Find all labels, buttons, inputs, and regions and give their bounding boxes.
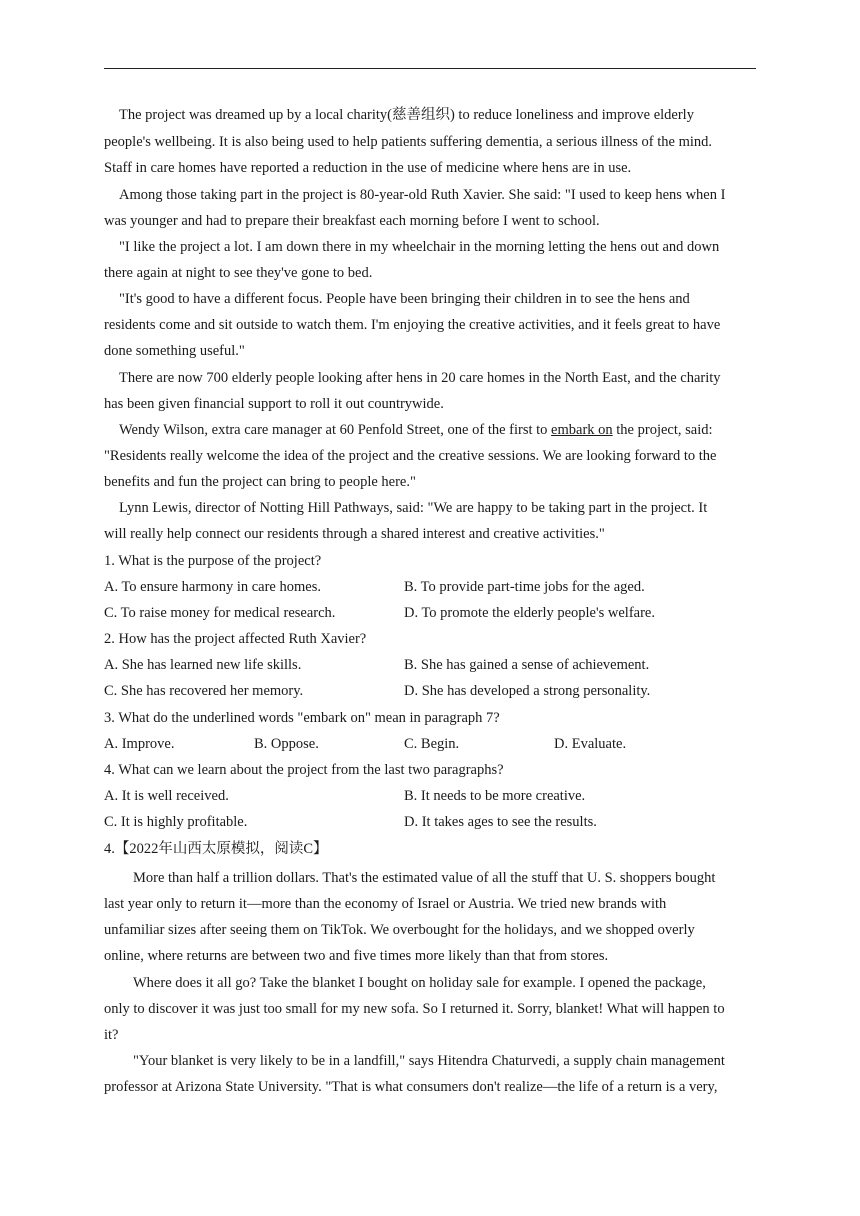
passage-line: it? [104,1027,119,1043]
passage-line: "Your blanket is very likely to be in a landfill," says Hitendra Chaturvedi, a supply chain management [133,1053,725,1069]
option-d: D. To promote the elderly people's welfare. [404,605,655,621]
passage-line: More than half a trillion dollars. That's the estimated value of all the stuff that U. S. shoppers bought [133,870,716,886]
option-c: C. Begin. [404,736,460,752]
question-stem: 1. What is the purpose of the project? [104,553,322,569]
question-stem: 4. What can we learn about the project from the last two paragraphs? [104,762,504,778]
passage-line: last year only to return it—more than the economy of Israel or Austria. We tried new brands with [104,896,667,912]
section-heading: 4.【2022年山西太原模拟，阅读C】 [104,841,328,857]
passage-line: "I like the project a lot. I am down there in my wheelchair in the morning letting the hens out and down [119,239,720,255]
option-b: B. To provide part-time jobs for the aged. [404,579,645,595]
option-b: B. Oppose. [254,736,319,752]
passage-line: only to discover it was just too small for my new sofa. So I returned it. Sorry, blanket! What will happen to [104,1001,725,1017]
passage-text: the project, said: [612,422,713,438]
option-d: D. It takes ages to see the results. [404,814,597,830]
passage-line: residents come and sit outside to watch them. I'm enjoying the creative activities, and it feels great to have [104,317,721,333]
underlined-phrase: embark on [551,422,613,438]
passage-line [119,421,759,439]
passage-line: online, where returns are between two and five times more likely than that from stores. [104,948,609,964]
passage-line: "Residents really welcome the idea of the project and the creative sessions. We are looking forward to the [104,448,717,464]
passage-line: Lynn Lewis, director of Notting Hill Pathways, said: "We are happy to be taking part in the project. It [119,500,708,516]
option-b: B. It needs to be more creative. [404,788,586,804]
option-a: A. To ensure harmony in care homes. [104,579,321,595]
passage-line: has been given financial support to roll it out countrywide. [104,396,444,412]
question-stem: 2. How has the project affected Ruth Xavier? [104,631,367,647]
passage-line: professor at Arizona State University. "That is what consumers don't realize—the life of a return is a very, [104,1079,718,1095]
passage-line: was younger and had to prepare their breakfast each morning before I went to school. [104,213,600,229]
passage-line: unfamiliar sizes after seeing them on TikTok. We overbought for the holidays, and we shopped overly [104,922,695,938]
option-a: A. It is well received. [104,788,229,804]
passage-line: people's wellbeing. It is also being used to help patients suffering dementia, a serious illness of the mind. [104,134,713,150]
passage-line: Staff in care homes have reported a reduction in the use of medicine where hens are in use. [104,160,632,176]
option-b: B. She has gained a sense of achievement. [404,657,650,673]
question-stem: 3. What do the underlined words "embark on" mean in paragraph 7? [104,710,500,726]
option-a: A. She has learned new life skills. [104,657,302,673]
option-a: A. Improve. [104,736,175,752]
passage-line: "It's good to have a different focus. People have been bringing their children in to see the hens and [119,291,690,307]
passage-line: Where does it all go? Take the blanket I bought on holiday sale for example. I opened the package, [133,975,706,991]
option-c: C. To raise money for medical research. [104,605,336,621]
passage-line: done something useful." [104,343,245,359]
passage-line: there again at night to see they've gone to bed. [104,265,373,281]
passage-line: There are now 700 elderly people looking after hens in 20 care homes in the North East, and the charity [119,370,721,386]
option-d: D. She has developed a strong personality. [404,683,651,699]
passage-line: benefits and fun the project can bring to people here." [104,474,416,490]
header-rule [104,68,756,69]
passage-text: Wendy Wilson, extra care manager at 60 Penfold Street, one of the first to [119,422,552,438]
option-c: C. She has recovered her memory. [104,683,304,699]
passage-line: will really help connect our residents through a shared interest and creative activities." [104,526,605,542]
option-c: C. It is highly profitable. [104,814,248,830]
passage-line: The project was dreamed up by a local charity(慈善组织) to reduce loneliness and improve elderly [119,107,694,123]
passage-line: Among those taking part in the project is 80-year-old Ruth Xavier. She said: "I used to keep hens when I [119,187,726,203]
option-d: D. Evaluate. [554,736,627,752]
